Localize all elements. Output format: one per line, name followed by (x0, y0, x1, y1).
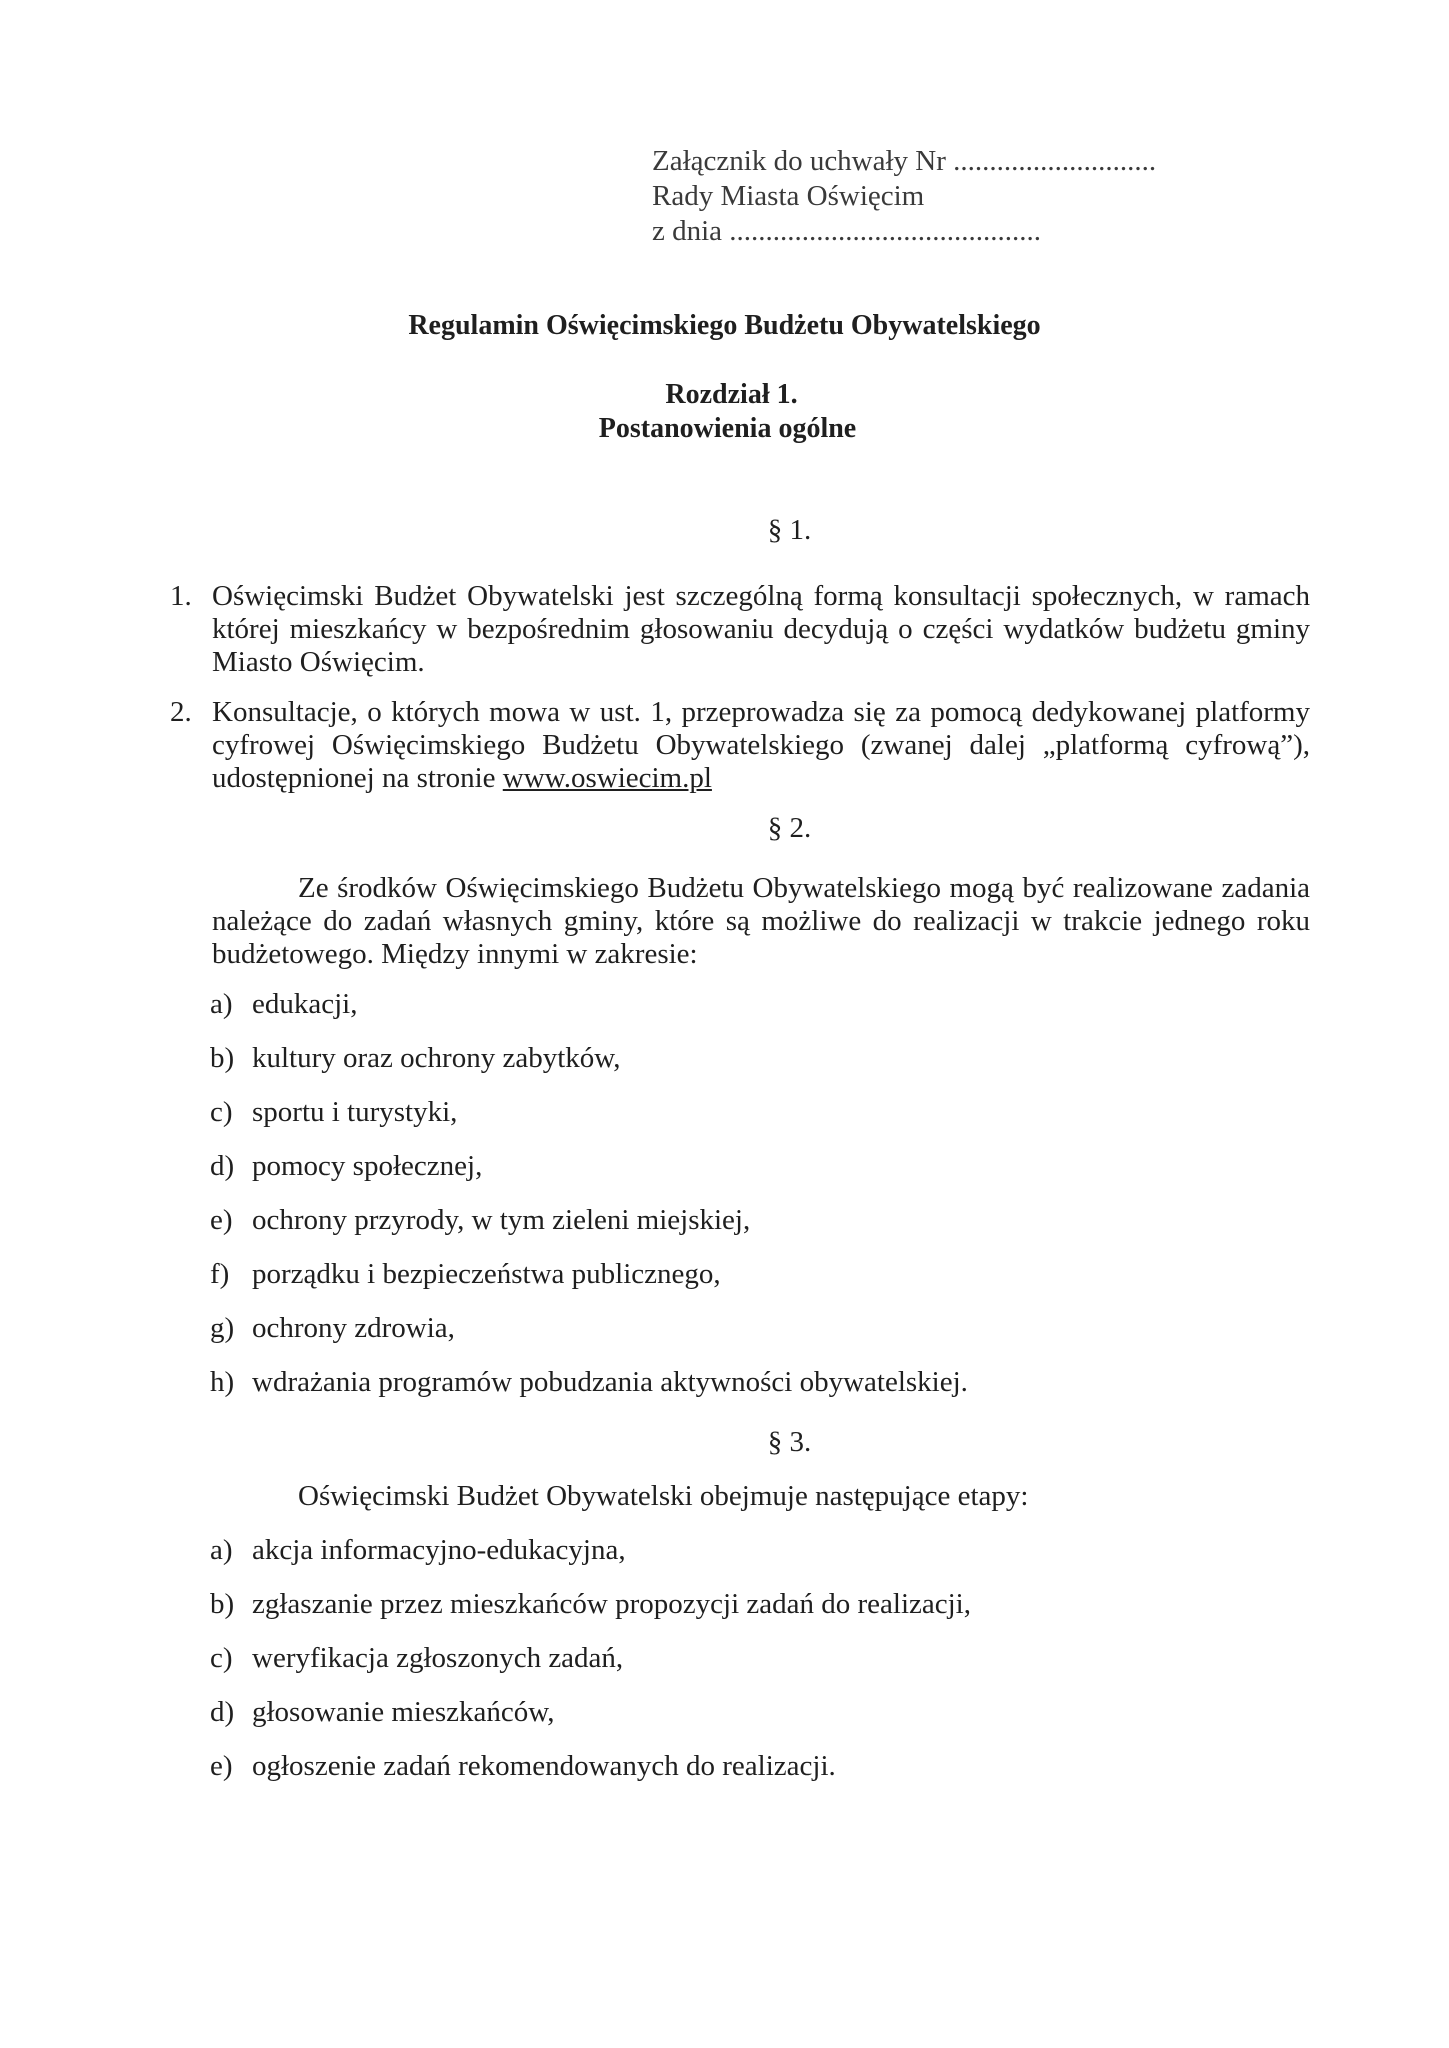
list-text: kultury oraz ochrony zabytków, (252, 1042, 621, 1074)
list-text: akcja informacyjno-edukacyjna, (252, 1534, 626, 1566)
item-number: 1. (170, 580, 192, 612)
list-item (210, 988, 357, 1021)
list-letter: e) (210, 1750, 233, 1782)
list-letter: e) (210, 1204, 233, 1236)
list-letter: b) (210, 1588, 235, 1620)
list-item (210, 1534, 626, 1567)
list-text: porządku i bezpieczeństwa publicznego, (252, 1258, 721, 1290)
list-letter: g) (210, 1312, 235, 1344)
section-1-item-1 (170, 580, 1310, 679)
attachment-header (652, 144, 1156, 249)
section-sign-text: § 1. (767, 514, 812, 546)
list-text: sportu i turystyki, (252, 1096, 458, 1128)
list-item (210, 1312, 455, 1345)
list-text: ochrony przyrody, w tym zieleni miejskiej, (252, 1204, 751, 1236)
list-letter: h) (210, 1366, 235, 1398)
section-sign-2 (0, 812, 1449, 845)
section-sign-1 (0, 514, 1449, 547)
list-text: ochrony zdrowia, (252, 1312, 455, 1344)
list-item (210, 1696, 555, 1729)
document-title: Regulamin Oświęcimskiego Budżetu Obywatelskiego (408, 310, 1041, 341)
list-text: zgłaszanie przez mieszkańców propozycji zadań do realizacji, (252, 1588, 971, 1620)
header-date-line: z dnia ........................................... (652, 215, 1042, 247)
list-letter: f) (210, 1258, 230, 1290)
list-text: weryfikacja zgłoszonych zadań, (252, 1642, 624, 1674)
item-number: 2. (170, 696, 192, 728)
item-text-body: Konsultacje, o których mowa w ust. 1, przeprowadza się za pomocą dedykowanej platformy cyfrowej Oświęcimskiego Budżetu Obywatelskiego (zwanej dalej „platformą cyfrową”), udostępnionej na stronie (212, 696, 1310, 794)
section-sign-3 (0, 1426, 1449, 1459)
list-item (210, 1042, 621, 1075)
header-resolution-line: Załącznik do uchwały Nr ............................ (652, 145, 1157, 177)
chapter-number: Rozdział 1. (665, 379, 798, 410)
list-letter: d) (210, 1696, 235, 1728)
list-text: ogłoszenie zadań rekomendowanych do realizacji. (252, 1750, 836, 1782)
section-2-intro: Ze środków Oświęcimskiego Budżetu Obywatelskiego mogą być realizowane zadania należące do zadań własnych gminy, które są możliwe do realizacji w trakcie jednego roku budżetowego. Między innymi w zakresie: (212, 872, 1310, 970)
list-text: edukacji, (252, 988, 358, 1020)
item-text (212, 696, 1310, 795)
list-letter: a) (210, 988, 233, 1020)
list-item (210, 1750, 836, 1783)
list-item (210, 1258, 721, 1291)
chapter-heading (0, 378, 1449, 446)
list-item (210, 1204, 750, 1237)
list-item (210, 1642, 623, 1675)
list-letter: b) (210, 1042, 235, 1074)
list-text: wdrażania programów pobudzania aktywności obywatelskiej. (252, 1366, 968, 1398)
list-letter: d) (210, 1150, 235, 1182)
list-item (210, 1366, 968, 1399)
list-text: głosowanie mieszkańców, (252, 1696, 555, 1728)
list-letter: c) (210, 1642, 233, 1674)
list-letter: c) (210, 1096, 233, 1128)
list-item (210, 1096, 457, 1129)
header-council-line: Rady Miasta Oświęcim (652, 180, 925, 212)
list-text: pomocy społecznej, (252, 1150, 483, 1182)
section-3-intro: Oświęcimski Budżet Obywatelski obejmuje następujące etapy: (298, 1480, 1029, 1512)
list-item (210, 1150, 482, 1183)
item-text: Oświęcimski Budżet Obywatelski jest szczególną formą konsultacji społecznych, w ramach której mieszkańcy w bezpośrednim głosowaniu decydują o części wydatków budżetu gminy Miasto Oświęcim. (212, 580, 1310, 678)
list-item (210, 1588, 971, 1621)
section-sign-text: § 3. (767, 1426, 812, 1458)
list-letter: a) (210, 1534, 233, 1566)
section-sign-text: § 2. (767, 812, 812, 844)
website-link[interactable]: www.oswiecim.pl (502, 762, 712, 794)
section-1-item-2 (170, 696, 1310, 795)
chapter-name: Postanowienia ogólne (598, 413, 857, 444)
